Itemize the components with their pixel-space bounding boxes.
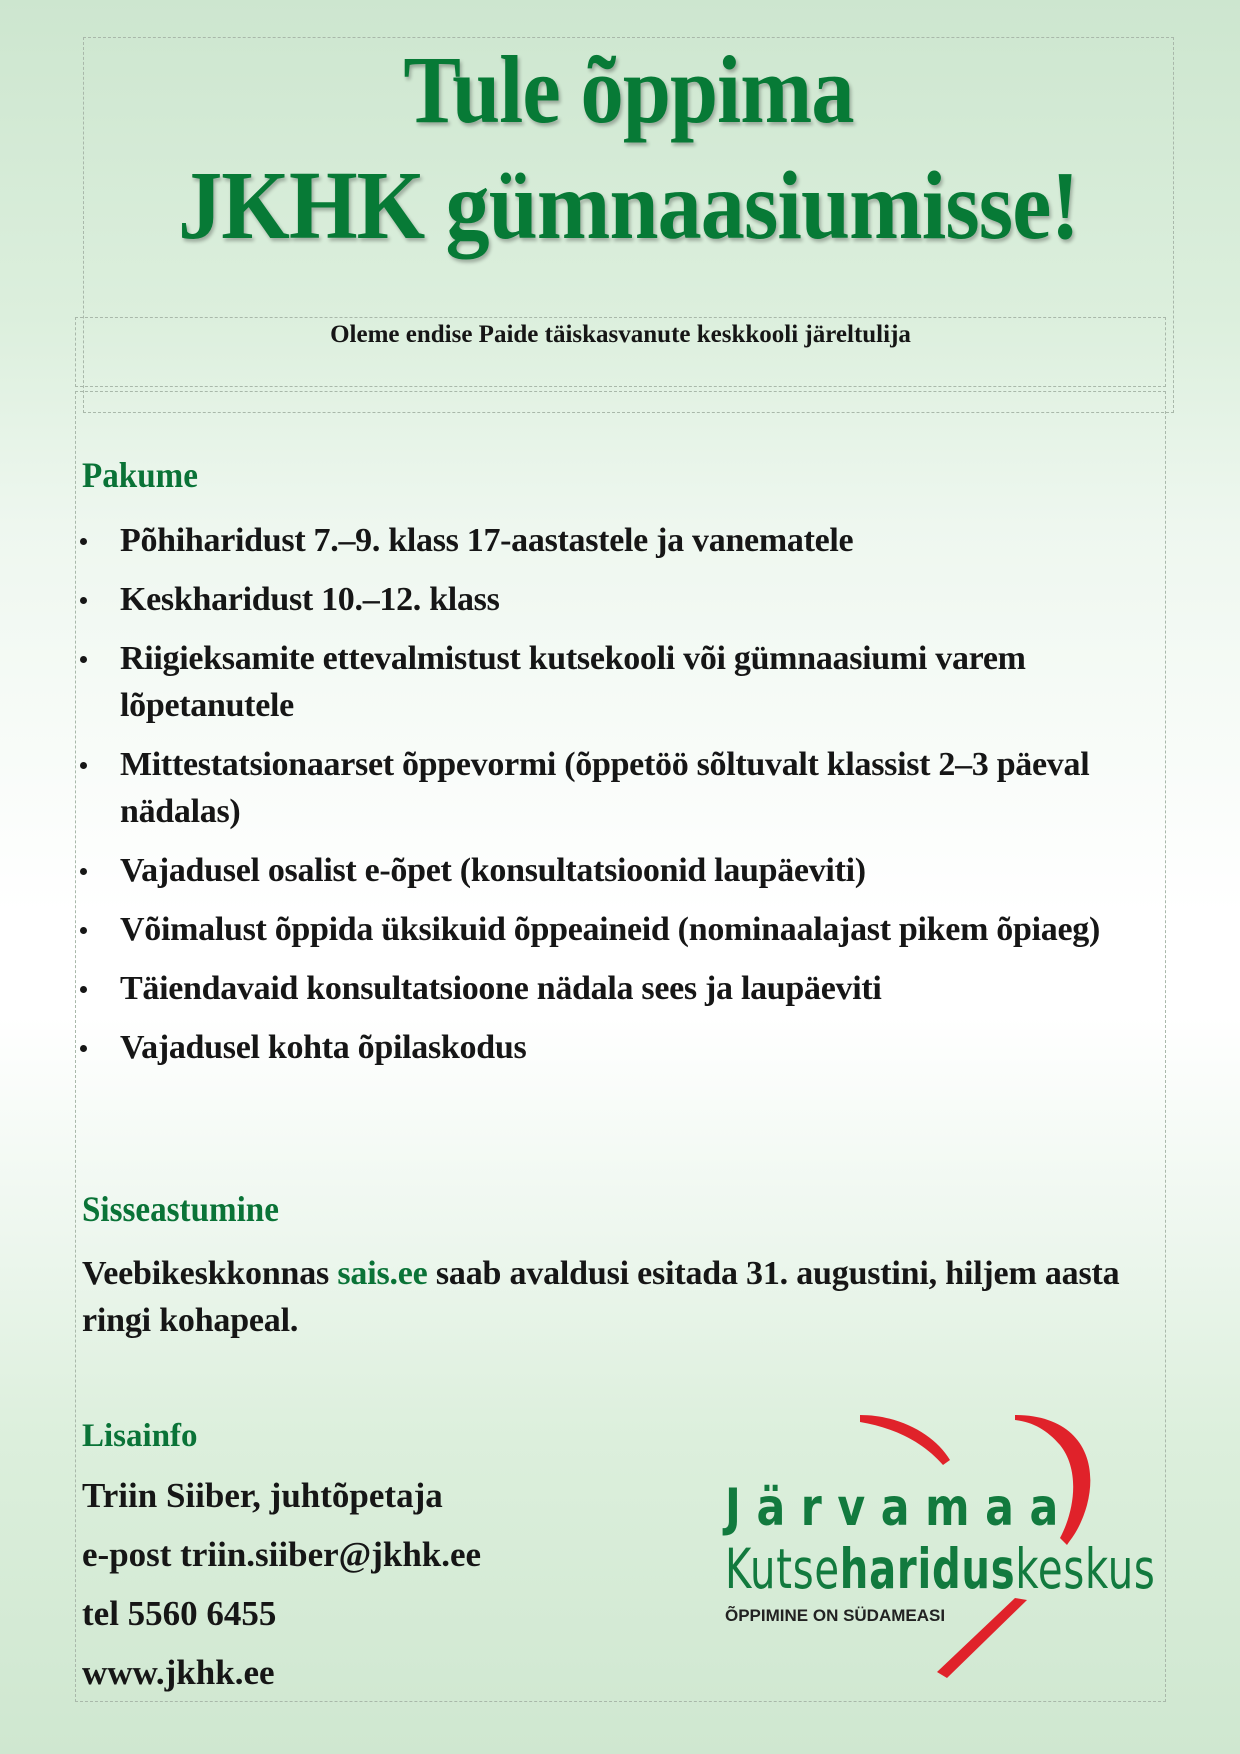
admission-heading: Sisseastumine xyxy=(82,1189,279,1229)
sais-link[interactable]: sais.ee xyxy=(337,1255,428,1292)
logo-text-jarvamaa: Järvamaa xyxy=(725,1478,1074,1538)
offer-item-text: Keskharidust 10.–12. klass xyxy=(120,581,500,618)
bullet-icon xyxy=(80,927,87,934)
logo-text-keskus: keskus xyxy=(1015,1537,1156,1601)
admission-text-after: saab avaldusi esitada 31. augustini, hiljem aasta ringi kohapeal. xyxy=(82,1255,1120,1339)
logo-text-kutsehariduskeskus xyxy=(725,1537,1156,1601)
contact-name: Triin Siiber, juhtõpetaja xyxy=(82,1476,443,1515)
bullet-icon xyxy=(80,1045,87,1052)
offer-item-text: Täiendavaid konsultatsioone nädala sees ja laupäeviti xyxy=(120,970,882,1007)
offer-item-text: Vajadusel osalist e-õpet (konsultatsioonid laupäeviti) xyxy=(120,852,866,889)
offer-item xyxy=(80,906,1160,953)
bullet-icon xyxy=(80,538,87,545)
offer-item xyxy=(80,965,1160,1012)
logo-text-kutse: Kutse xyxy=(725,1537,840,1601)
page-title-line-1: Tule õppima xyxy=(403,36,854,143)
offer-item-text: Mittestatsionaarset õppevormi (õppetöö sõltuvalt klassist 2–3 päeval nädalas) xyxy=(120,746,1090,830)
bullet-icon xyxy=(80,986,87,993)
offer-item-text: Võimalust õppida üksikuid õppeaineid (nominaalajast pikem õpiaeg) xyxy=(120,911,1100,948)
heart-bottom-stroke xyxy=(937,1598,1027,1678)
logo-slogan: ÕPPIMINE ON SÜDAMEASI xyxy=(725,1606,946,1625)
offer-item-text: Vajadusel kohta õpilaskodus xyxy=(120,1029,527,1066)
logo-text-haridus: haridus xyxy=(839,1537,1016,1601)
offer-item xyxy=(80,741,1160,835)
page-subtitle: Oleme endise Paide täiskasvanute keskkooli järeltulija xyxy=(330,321,911,348)
jkhk-logo xyxy=(715,1410,1175,1680)
offer-item xyxy=(80,635,1160,729)
contact-heading: Lisainfo xyxy=(82,1418,198,1454)
offer-item-text: Riigieksamite ettevalmistust kutsekooli või gümnaasiumi varem lõpetanutele xyxy=(120,640,1026,724)
bullet-icon xyxy=(80,597,87,604)
contact-phone: tel 5560 6455 xyxy=(82,1594,277,1633)
offer-item xyxy=(80,1024,1160,1071)
bullet-icon xyxy=(80,868,87,875)
contact-email[interactable]: e-post triin.siiber@jkhk.ee xyxy=(82,1535,482,1574)
bullet-icon xyxy=(80,656,87,663)
admission-text xyxy=(82,1250,1162,1344)
contact-website[interactable]: www.jkhk.ee xyxy=(82,1653,275,1692)
bullet-icon xyxy=(80,762,87,769)
offer-item xyxy=(80,576,1160,623)
admission-text-before: Veebikeskkonnas xyxy=(82,1255,338,1292)
offer-item xyxy=(80,517,1160,564)
heart-left-arc xyxy=(860,1415,950,1465)
page-title-line-2: JKHK gümnaasiumisse! xyxy=(178,152,1079,260)
offer-item xyxy=(80,847,1160,894)
offer-list xyxy=(80,517,1160,1083)
offer-item-text: Põhiharidust 7.–9. klass 17-aastastele ja vanematele xyxy=(120,522,854,559)
offer-heading: Pakume xyxy=(82,455,198,495)
